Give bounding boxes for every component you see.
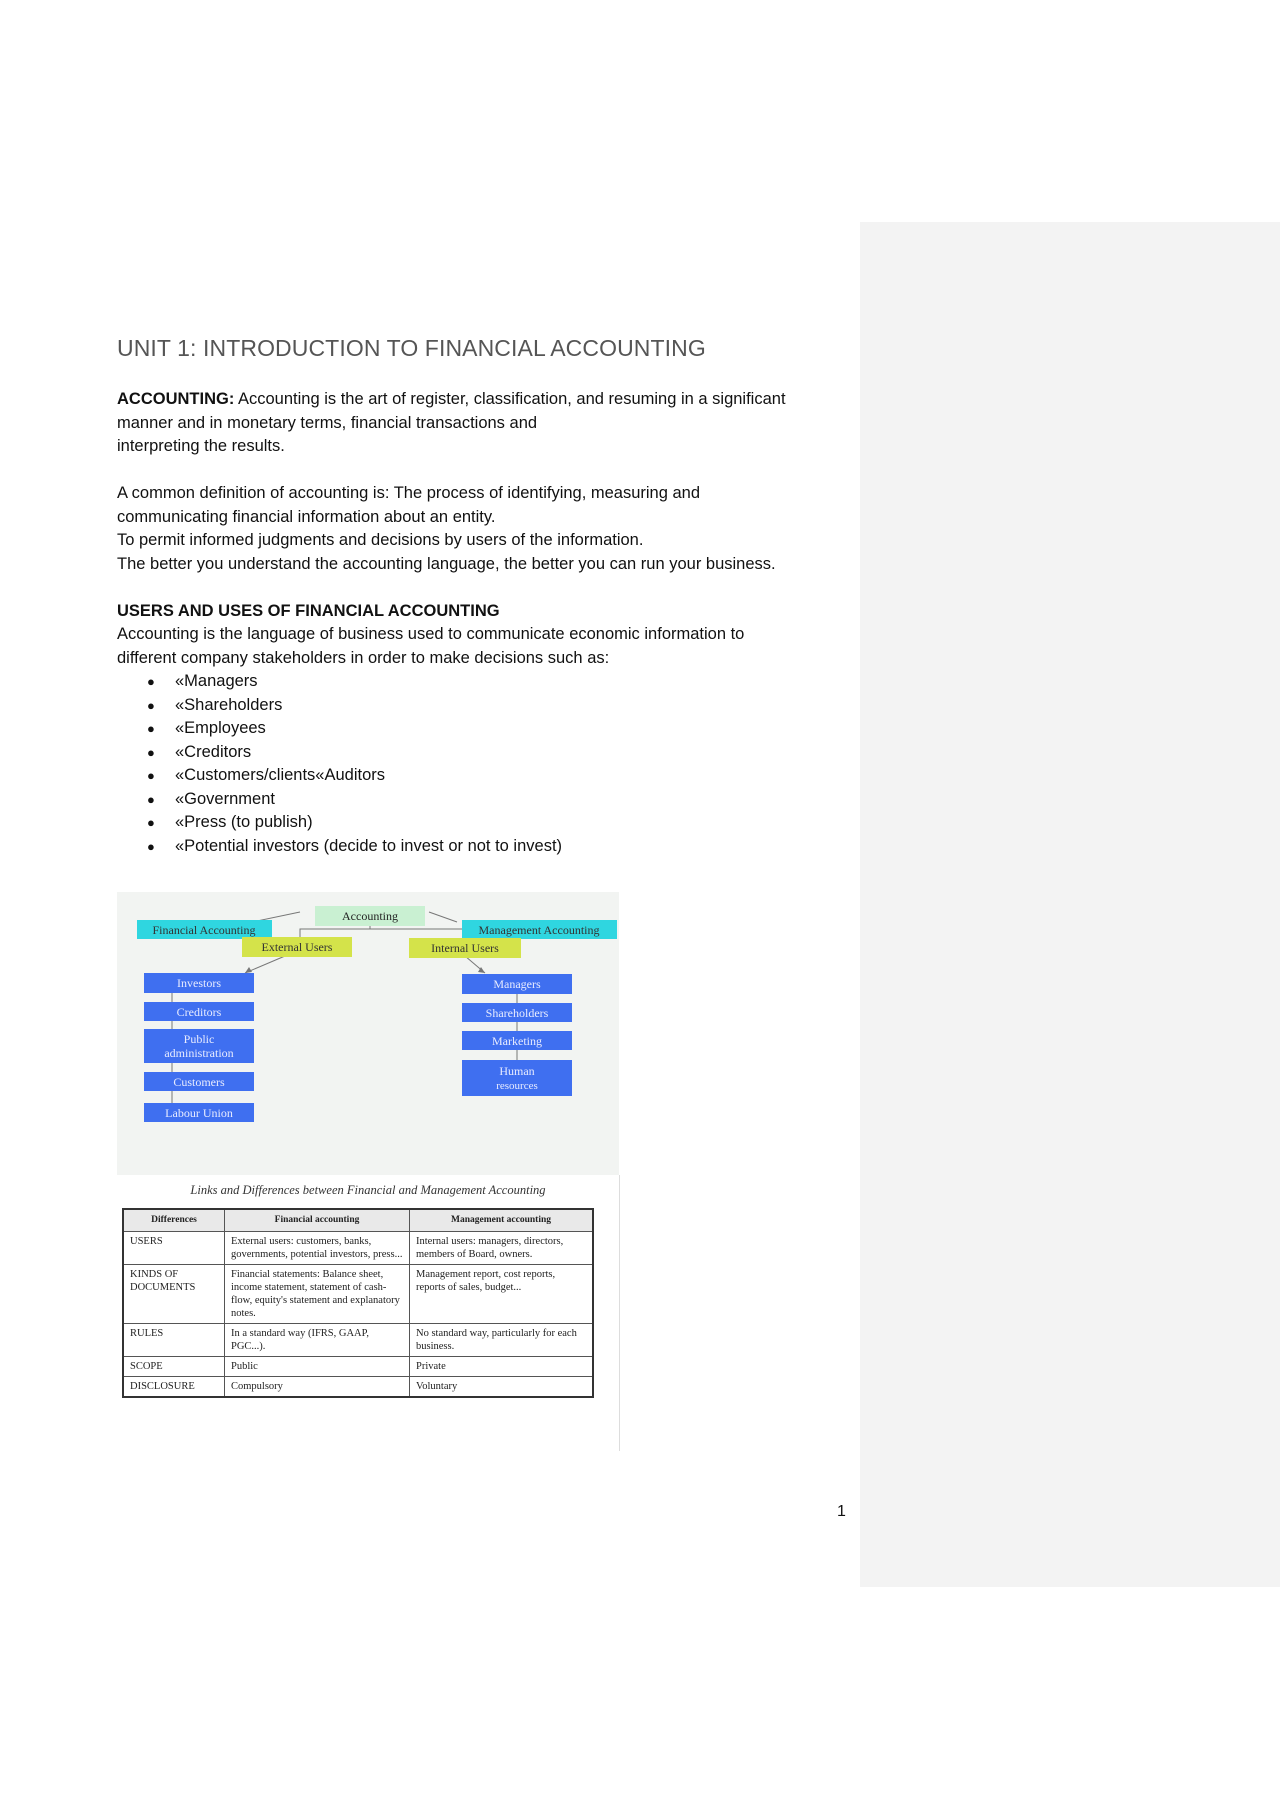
table-row bbox=[123, 1232, 593, 1265]
common-def-line3: To permit informed judgments and decisions by users of the information. bbox=[117, 531, 644, 549]
table-cell: USERS bbox=[123, 1232, 225, 1265]
table-cell: Compulsory bbox=[225, 1377, 410, 1398]
table-header: Financial accounting bbox=[225, 1209, 410, 1232]
diagram-node-customers-label: Customers bbox=[173, 1075, 225, 1089]
unit-title: UNIT 1: INTRODUCTION TO FINANCIAL ACCOUNTING bbox=[117, 335, 706, 361]
accounting-users-diagram bbox=[117, 892, 619, 1175]
table-header-row bbox=[123, 1209, 593, 1232]
diagram-node-managers-label: Managers bbox=[493, 977, 541, 991]
table-header: Differences bbox=[123, 1209, 225, 1232]
list-item: ● «Managers bbox=[147, 670, 847, 694]
page-content bbox=[117, 335, 847, 858]
table-cell: KINDS OF DOCUMENTS bbox=[123, 1265, 225, 1324]
list-item: ● «Press (to publish) bbox=[147, 811, 847, 835]
accounting-def-line2: manner and in monetary terms, financial transactions and bbox=[117, 413, 538, 432]
accounting-def-line1: Accounting is the art of register, classification, and resuming in a significant bbox=[234, 390, 786, 408]
table-row bbox=[123, 1377, 593, 1398]
diagram-node-human-resources-label-1: Human bbox=[499, 1064, 535, 1078]
users-heading: USERS AND USES OF FINANCIAL ACCOUNTING bbox=[117, 601, 500, 620]
table-row bbox=[123, 1265, 593, 1324]
common-def-line1: A common definition of accounting is: The process of identifying, measuring and bbox=[117, 484, 701, 502]
users-list bbox=[117, 670, 847, 858]
table-cell: RULES bbox=[123, 1324, 225, 1357]
table-cell: SCOPE bbox=[123, 1357, 225, 1377]
accounting-def-line3: interpreting the results. bbox=[117, 437, 285, 455]
diagram-node-human-resources-label-2: resources bbox=[496, 1080, 538, 1092]
table-cell: DISCLOSURE bbox=[123, 1377, 225, 1398]
diagram-node-public-admin-label-1: Public bbox=[183, 1032, 215, 1046]
list-item: ● «Customers/clients«Auditors bbox=[147, 764, 847, 788]
bullet-icon: ● bbox=[147, 791, 155, 807]
bullet-icon: ● bbox=[147, 838, 155, 854]
table-caption: Links and Differences between Financial and Management Accounting bbox=[190, 1183, 546, 1197]
bullet-icon: ● bbox=[147, 674, 155, 689]
table-header: Management accounting bbox=[410, 1209, 594, 1232]
list-item: ● «Shareholders bbox=[147, 694, 847, 718]
table-cell: Financial statements: Balance sheet, income statement, statement of cash-flow, equity's statement and explanatory notes. bbox=[225, 1265, 410, 1324]
diagram-node-accounting-label: Accounting bbox=[342, 909, 398, 923]
diagram-node-public-admin-label-2: administration bbox=[164, 1046, 234, 1060]
users-intro-line1: Accounting is the language of business used to communicate economic information to bbox=[117, 625, 745, 643]
common-def-line2: communicating financial information about an entity. bbox=[117, 507, 496, 526]
diagram-node-management-label: Management Accounting bbox=[478, 923, 600, 937]
diagram-node-marketing-label: Marketing bbox=[492, 1034, 542, 1048]
diagram-node-internal-users-label: Internal Users bbox=[431, 941, 499, 955]
list-item: ● «Government bbox=[147, 788, 847, 812]
table-cell: External users: customers, banks, governments, potential investors, press... bbox=[225, 1232, 410, 1265]
table-cell: Public bbox=[225, 1357, 410, 1377]
diagram-node-investors-label: Investors bbox=[177, 976, 221, 990]
bullet-icon: ● bbox=[147, 697, 155, 713]
list-item: ● «Creditors bbox=[147, 741, 847, 765]
diagram-node-creditors-label: Creditors bbox=[176, 1005, 222, 1019]
page-number: 1 bbox=[837, 1503, 846, 1520]
table-cell: Internal users: managers, directors, members of Board, owners. bbox=[410, 1232, 594, 1265]
bullet-icon: ● bbox=[147, 815, 155, 830]
table-cell: Voluntary bbox=[410, 1377, 594, 1398]
table-row bbox=[123, 1357, 593, 1377]
diagram-node-external-users-label: External Users bbox=[261, 940, 333, 954]
users-intro-line2: different company stakeholders in order to make decisions such as: bbox=[117, 648, 610, 667]
comment-margin bbox=[860, 222, 1280, 1587]
bullet-icon: ● bbox=[147, 768, 155, 783]
list-item: ● «Potential investors (decide to invest or not to invest) bbox=[147, 835, 847, 859]
table-cell: Management report, cost reports, reports of sales, budget... bbox=[410, 1265, 594, 1324]
table-row bbox=[123, 1324, 593, 1357]
table-cell: In a standard way (IFRS, GAAP, PGC...). bbox=[225, 1324, 410, 1357]
diagram-node-financial-label: Financial Accounting bbox=[152, 923, 256, 937]
common-def-line4: The better you understand the accounting language, the better you can run your business. bbox=[117, 554, 776, 573]
list-item: ● «Employees bbox=[147, 717, 847, 741]
diagram-node-labour-union-label: Labour Union bbox=[165, 1106, 233, 1120]
table-cell: Private bbox=[410, 1357, 594, 1377]
comparison-table bbox=[122, 1208, 594, 1398]
bullet-icon: ● bbox=[147, 744, 155, 760]
bullet-icon: ● bbox=[147, 721, 155, 736]
accounting-definition bbox=[117, 388, 847, 412]
diagram-node-shareholders-label: Shareholders bbox=[485, 1006, 549, 1020]
accounting-label: ACCOUNTING: bbox=[117, 390, 235, 408]
comparison-table-figure bbox=[117, 1175, 620, 1451]
table-cell: No standard way, particularly for each business. bbox=[410, 1324, 594, 1357]
